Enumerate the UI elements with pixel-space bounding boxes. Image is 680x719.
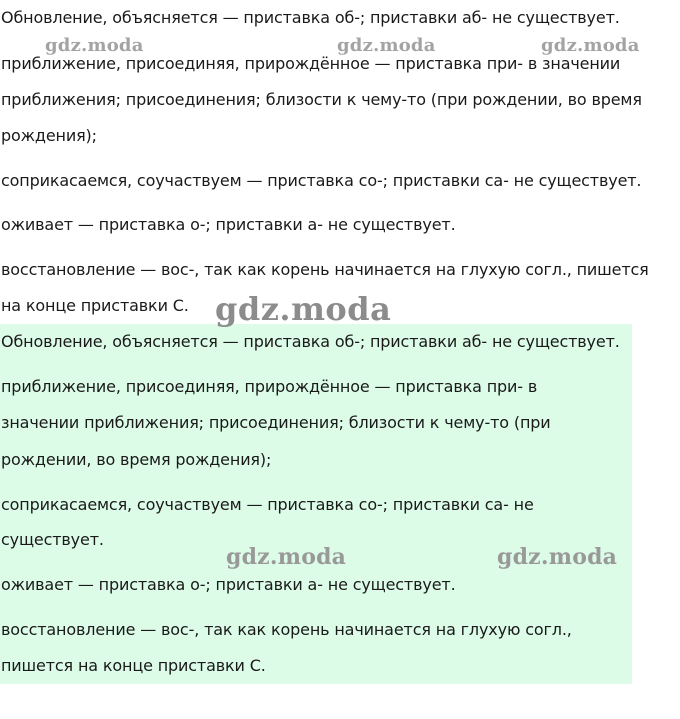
text-line: Обновление, объясняется — приставка об-; приставки аб- не существует. bbox=[1, 332, 620, 351]
text-line: приближение, присоединяя, прирождённое — приставка при- в значении bbox=[1, 54, 621, 73]
watermark-logo: gdz.moda bbox=[215, 290, 392, 328]
text-line: приближение, присоединяя, прирождённое — приставка при- в bbox=[1, 377, 538, 396]
watermark-logo: gdz.moda bbox=[497, 544, 618, 570]
watermark-logo: gdz.moda bbox=[541, 35, 640, 56]
text-line: на конце приставки С. bbox=[1, 296, 189, 315]
text-line: Обновление, объясняется — приставка об-; приставки аб- не существует. bbox=[1, 8, 620, 27]
text-line: пишется на конце приставки С. bbox=[1, 656, 266, 675]
text-line: оживает — приставка о-; приставки а- не существует. bbox=[1, 215, 456, 234]
watermark-logo: gdz.moda bbox=[226, 544, 347, 570]
text-line: рождении, во время рождения); bbox=[1, 450, 272, 469]
text-line: рождения); bbox=[1, 126, 97, 145]
text-line: восстановление — вос-, так как корень начинается на глухую согл., пишется bbox=[1, 260, 649, 279]
text-line: существует. bbox=[1, 530, 104, 549]
text-line: приближения; присоединения; близости к чему-то (при рождении, во время bbox=[1, 90, 642, 109]
watermark-logo: gdz.moda bbox=[337, 35, 436, 56]
watermark-logo: gdz.moda bbox=[45, 35, 144, 56]
text-line: соприкасаемся, соучаствуем — приставка со-; приставки са- не bbox=[1, 495, 534, 514]
highlighted-answer-block bbox=[0, 324, 632, 684]
text-line: значении приближения; присоединения; близости к чему-то (при bbox=[1, 413, 551, 432]
text-line: соприкасаемся, соучаствуем — приставка со-; приставки са- не существует. bbox=[1, 171, 642, 190]
text-line: оживает — приставка о-; приставки а- не существует. bbox=[1, 575, 456, 594]
text-line: восстановление — вос-, так как корень начинается на глухую согл., bbox=[1, 620, 572, 639]
